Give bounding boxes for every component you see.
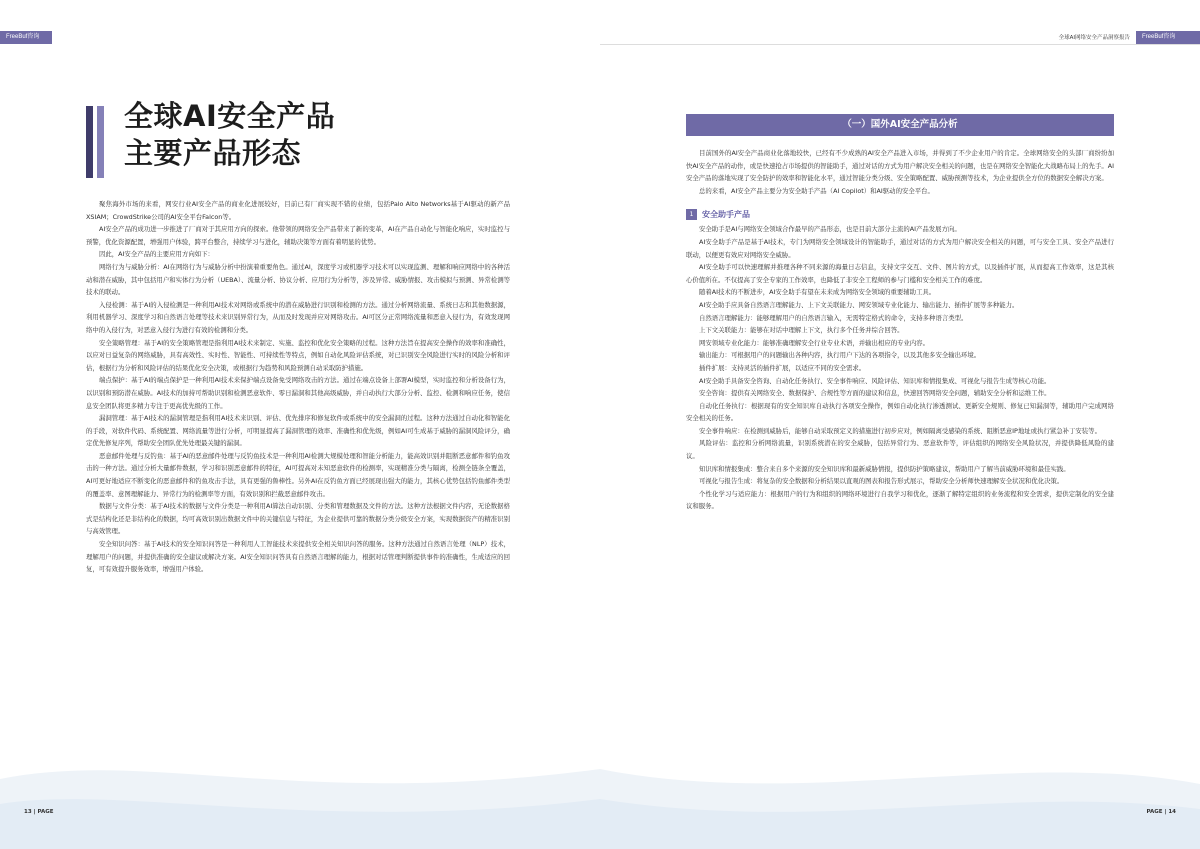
paragraph: 数据与文件分类：基于AI技术的数据与文件分类是一种利用AI算法自动识别、分类和管理数据及文件的方法。这种方法根据文件内容，无论数据格式是结构化还是非结构化的数据，均可高效识别出数据文件中的关键信息与特征，为企业提供可靠的数据分类分级安全方案，实现数据资产的精准识别与高效管理。 <box>86 502 510 536</box>
page-number: PAGE | 14 <box>1146 809 1176 815</box>
paragraph: 知识库和情报集成：整合来自多个来源的安全知识库和最新威胁情报，提供防护策略建议，帮助用户了解当前威胁环境和最佳实践。 <box>699 464 1070 473</box>
title-line-2: 主要产品形态 <box>124 136 302 170</box>
paragraph: 自然语言理解能力：能够理解用户的自然语言输入，无需特定格式的命令，支持多种语言类型。 <box>699 313 968 322</box>
page-number: 13 | PAGE <box>24 809 54 815</box>
paragraph: AI安全助手产品是基于AI技术，专门为网络安全领域设计的智能助手，通过对话的方式为用户解决安全相关的问题，可与安全工具、安全产品进行联动，以便更有效应对网络安全威胁。 <box>686 237 1114 259</box>
paragraph: 个性化学习与适应能力：根据用户的行为和组织的网络环境进行自我学习和优化，逐渐了解特定组织的业务流程和安全需求，提供定制化的安全建议和服务。 <box>686 489 1114 511</box>
sub-heading-title: 安全助手产品 <box>702 210 750 220</box>
brand-tag: FreeBuf咨询 <box>1136 31 1200 44</box>
paragraph: AI安全产品的成功进一步推进了厂商对于其应用方向的探索。他带领的网络安全产品带来了新的变革，AI在产品自动化与智能化响应，实时监控与预警，优化资源配置，增强用户体验，跨平台整合，持续学习与进化，辅助决策等方面有着明显的优势。 <box>86 225 510 246</box>
right-page <box>600 0 1200 849</box>
paragraph: 网络行为与威胁分析：AI在网络行为与威胁分析中扮演着重要角色。通过AI，深度学习或机器学习技术可以实现监测、理解和响应网络中的各种活动和潜在威胁，其中包括用户和实体行为分析（UEBA）、流量分析、协议分析、应用行为分析等，涉及异常、威胁情报、攻击模拟与预测、异常检测等技术的联动。 <box>86 262 510 297</box>
paragraph: 风险评估：监控和分析网络流量，识别系统潜在的安全威胁，包括异常行为、恶意软件等，评估组织的网络安全风险状况，并提供降低风险的建议。 <box>686 439 1114 461</box>
paragraph: 恶意邮件处理与反钓鱼：基于AI的恶意邮件处理与反钓鱼技术是一种利用AI检测大规模处理和智能分析能力，能高效识别并阻断恶意邮件和钓鱼攻击的一种方法。通过分析大量邮件数据，学习和识别恶意邮件的特征，AI可提高对未知恶意软件的检测率，实现精准分类与隔离，检测全链条全覆盖，AI可更好地适应不断变化的恶意邮件和钓鱼攻击手法，具有更强的鲁棒性。另外AI在反钓鱼方面已经展现出强大的能力，其核心优势包括钓鱼邮件类型的覆盖率、意图理解能力、异常行为的检测率等方面，有效识别和拦截恶意邮件攻击。 <box>86 451 510 498</box>
paragraph: 端点保护：基于AI的端点保护是一种利用AI技术来保护端点设备免受网络攻击的方法。通过在端点设备上部署AI模型，实时监控和分析设备行为，以识别和预防潜在威胁。AI技术的加持可帮助识别和检测恶意软件、零日漏洞和其他高级威胁，并自动执行大部分分析、监控、检测和响应任务，使信息安全团队将更多精力专注于更高优先级的工作。 <box>86 376 510 410</box>
paragraph: AI安全助手应具备自然语言理解能力、上下文关联能力、网安领域专业化能力、输出能力、插件扩展等多种能力。 <box>699 300 1019 309</box>
paragraph: 安全策略管理：基于AI的安全策略管理是指利用AI技术来制定、实施、监控和优化安全策略的过程。这种方法旨在提高安全操作的效率和准确性，以应对日益复杂的网络威胁，具有高效性、实时性、智能性、可持续性等特点，例如自动化风险评估系统，对已识别安全风险进行实时的风险分析和评估，根据行为分析和风险评估的结果优化安全决策，或根据行为趋势和风险预测自动采取防护措施。 <box>86 338 510 372</box>
page-title <box>124 98 335 172</box>
paragraph: 可视化与报告生成：将复杂的安全数据和分析结果以直观的图表和报告形式展示，帮助安全分析师快速理解安全状况和优化决策。 <box>699 477 1064 486</box>
sub-heading <box>686 209 1114 220</box>
title-line-1: 全球AI安全产品 <box>124 99 336 133</box>
paragraph: 输出能力：可根据用户的问题输出各种内容，执行用户下达的各项指令，以及其他多安全输出环境。 <box>699 351 981 360</box>
paragraph: 上下文关联能力：能够在对话中理解上下文，执行多个任务并综合回答。 <box>699 326 904 335</box>
paragraph: 目前国外的AI安全产品商业化落地较快，已经有不少成熟的AI安全产品进入市场，并得到了不少企业用户的肯定。全球网络安全的头部厂商纷纷加快AI安全产品的动作，或是快速抢占市场提供的智能助手，通过对话的方式为用户解决安全相关的问题，也是在网络安全智能化大战略布局上的先手。AI安全产品的落地实现了安全防护的效率和智能化水平，通过智能分类分级、安全策略配置、威胁预测等技术，为企业提供全方位的数据安全解决方案。 <box>686 149 1114 183</box>
paragraph: 因此，AI安全产品的主要应用方向如下： <box>99 250 214 259</box>
sub-heading-number: 1 <box>686 209 697 220</box>
paragraph: 自动化任务执行：根据现有的安全知识库自动执行各项安全操作，例如自动化执行渗透测试、更新安全规则、修复已知漏洞等，辅助用户完成网络安全相关的任务。 <box>686 401 1114 423</box>
paragraph: 聚焦海外市场的来看，网安行业AI安全产品的商业化进展较好，目前已有厂商实现不错的业绩，包括Palo Alto Networks基于AI驱动的新产品XSIAM；CrowdStrike公司的AI安全平台Falcon等。 <box>86 200 510 221</box>
paragraph: AI安全助手具备安全咨询、自动化任务执行、安全事件响应、风险评估、知识库和情报集成、可视化与报告生成等核心功能。 <box>699 376 1051 385</box>
paragraph: 安全事件响应：在检测到威胁后，能够自动采取预定义的措施进行初步应对，例如隔离受感染的系统、阻断恶意IP地址或执行紧急补丁安装等。 <box>699 426 1101 435</box>
paragraph: AI安全助手可以快速理解并推理各种不同来源的海量日志信息，支持文字交互、文件、图片的方式，以及插件扩展，从而提高工作效率，这是其核心价值所在。不仅提高了安全专家的工作效率，也降低了非安全工程师的参与门槛和安全相关工作的难度。 <box>686 263 1114 284</box>
footer-wave-decoration <box>0 739 600 849</box>
left-body-text <box>86 198 510 576</box>
report-title: 全球AI网络安全产品洞察报告 <box>1058 35 1130 41</box>
paragraph: 随着AI技术的不断进步，AI安全助手有望在未来成为网络安全领域的重要辅助工具。 <box>699 288 936 297</box>
section-heading: （一）国外AI安全产品分析 <box>686 114 1114 136</box>
header-divider <box>600 44 1200 45</box>
paragraph: 网安领域专业化能力：能够准确理解安全行业专业术语，并输出相应的专业内容。 <box>699 338 930 347</box>
title-accent-bars <box>86 106 104 178</box>
paragraph: 总的来看，AI安全产品主要分为安全助手产品（AI Copilot）和AI驱动的安全平台。 <box>699 186 934 195</box>
footer-wave-decoration <box>600 739 1200 849</box>
right-body-text <box>686 147 1114 513</box>
paragraph: 安全知识问答：基于AI技术的安全知识问答是一种利用人工智能技术来提供安全相关知识问答的服务。这种方法通过自然语言处理（NLP）技术，理解用户的问题，并提供准确的安全建议或解决方案。AI安全知识问答具有自然语言理解的能力，根据对话管理判断提供事件的准确性，生成适应的回复，可有效提升服务效率，增强用户体验。 <box>86 540 510 574</box>
paragraph: 插件扩展：支持灵活的插件扩展，以适应不同的安全需求。 <box>699 363 866 372</box>
paragraph: 安全助手是AI与网络安全领域合作最早的产品形态，也是目前大部分主流的AI产品发展方向。 <box>699 225 961 234</box>
paragraph: 漏洞管理：基于AI技术的漏洞管理是指利用AI技术来识别、评估、优先排序和修复软件或系统中的安全漏洞的过程。这种方法通过自动化和智能化的手段，对软件代码、系统配置、网络流量等进行分析，可明显提高了漏洞管理的效率、准确性和优先级，例如AI可生成基于威胁的漏洞风险评分，确定优先修复序列，帮助安全团队优先处理最关键的漏洞。 <box>86 414 510 448</box>
paragraph: 入侵检测：基于AI的入侵检测是一种利用AI技术对网络或系统中的潜在威胁进行识别和检测的方法。通过分析网络流量、系统日志和其他数据源，利用机器学习、深度学习和自然语言处理等技术来识别异常行为，从而及时发现并应对网络攻击。AI可区分正常网络流量和恶意入侵行为，有效发现网络中的入侵行为，对恶意入侵行为进行有效的检测和分类。 <box>86 300 510 334</box>
paragraph: 安全咨询：提供有关网络安全、数据保护、合规性等方面的建议和信息，快速回答网络安全问题，辅助安全分析和运维工作。 <box>699 389 1051 398</box>
brand-tag: FreeBuf咨询 <box>0 31 52 44</box>
